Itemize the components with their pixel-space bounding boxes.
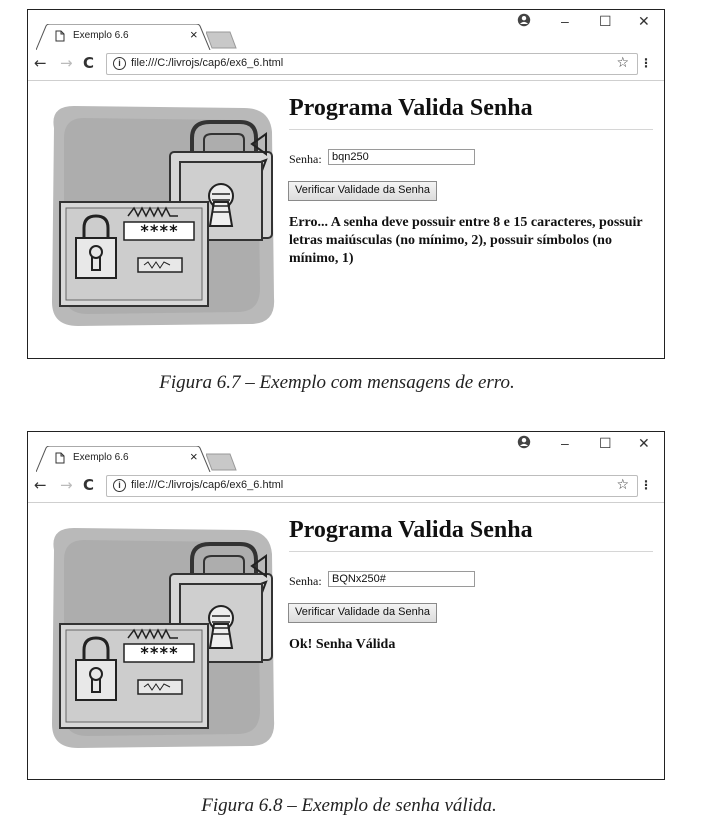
tab-strip: [28, 432, 664, 472]
browser-toolbar: [28, 50, 664, 81]
account-icon[interactable]: [517, 435, 531, 449]
close-window-button[interactable]: ✕: [638, 13, 650, 29]
browser-tab[interactable]: [36, 446, 216, 472]
page-title: Programa Valida Senha: [289, 517, 533, 543]
tab-strip: [28, 10, 664, 50]
tab-close-icon[interactable]: ×: [190, 27, 198, 42]
menu-icon[interactable]: ⋮: [640, 478, 652, 492]
password-label: Senha:: [289, 152, 322, 166]
browser-toolbar: [28, 472, 664, 503]
address-bar[interactable]: [106, 475, 638, 497]
maximize-button[interactable]: ☐: [599, 13, 612, 29]
page-content: [28, 81, 664, 351]
title-divider: [289, 129, 653, 130]
password-input[interactable]: BQNx250#: [328, 571, 475, 587]
new-tab-button[interactable]: [206, 452, 238, 472]
back-button[interactable]: ←: [34, 54, 47, 72]
info-icon[interactable]: i: [113, 57, 126, 70]
tab-title: Exemplo 6.6: [73, 30, 129, 41]
account-icon[interactable]: [517, 13, 531, 27]
close-window-button[interactable]: ✕: [638, 435, 650, 451]
forward-button[interactable]: →: [60, 54, 73, 72]
validation-message: Ok! Senha Válida: [289, 637, 396, 652]
password-card-icon: [60, 624, 208, 728]
keyhole-icon: [209, 606, 233, 648]
browser-window-error: [27, 9, 665, 359]
url-text: file:///C:/livrojs/cap6/ex6_6.html: [131, 479, 284, 491]
security-illustration: [44, 520, 278, 756]
forward-button[interactable]: →: [60, 476, 73, 494]
figure-caption: Figura 6.7 – Exemplo com mensagens de erro.: [159, 372, 515, 393]
verify-password-button[interactable]: Verificar Validade da Senha: [288, 603, 437, 623]
reload-button[interactable]: C: [83, 54, 95, 72]
page-content: [28, 503, 664, 773]
page-icon: [55, 452, 65, 464]
menu-icon[interactable]: ⋮: [640, 56, 652, 70]
info-icon[interactable]: i: [113, 479, 126, 492]
minimize-button[interactable]: –: [561, 435, 569, 451]
masked-password-text: ****: [139, 643, 179, 662]
masked-password-text: ****: [139, 221, 179, 240]
minimize-button[interactable]: –: [561, 13, 569, 29]
new-tab-button[interactable]: [206, 30, 238, 50]
tab-title: Exemplo 6.6: [73, 452, 129, 463]
validation-message: Erro... A senha deve possuir entre 8 e 15 caracteres, possuir letras maiúsculas (no mínimo, 2), possuir símbolos (no mínimo, 1): [289, 215, 643, 266]
maximize-button[interactable]: ☐: [599, 435, 612, 451]
keyhole-icon: [209, 184, 233, 226]
page-icon: [55, 30, 65, 42]
password-label: Senha:: [289, 574, 322, 588]
verify-password-button[interactable]: Verificar Validade da Senha: [288, 181, 437, 201]
address-bar[interactable]: [106, 53, 638, 75]
browser-window-valid: [27, 431, 665, 780]
security-illustration: [44, 98, 278, 334]
url-text: file:///C:/livrojs/cap6/ex6_6.html: [131, 57, 284, 69]
title-divider: [289, 551, 653, 552]
page-title: Programa Valida Senha: [289, 95, 533, 121]
figure-caption: Figura 6.8 – Exemplo de senha válida.: [201, 795, 497, 816]
password-card-icon: [60, 202, 208, 306]
bookmark-star-icon[interactable]: ☆: [616, 55, 629, 71]
reload-button[interactable]: C: [83, 476, 95, 494]
tab-close-icon[interactable]: ×: [190, 449, 198, 464]
bookmark-star-icon[interactable]: ☆: [616, 477, 629, 493]
password-input[interactable]: bqn250: [328, 149, 475, 165]
back-button[interactable]: ←: [34, 476, 47, 494]
browser-tab[interactable]: [36, 24, 216, 50]
